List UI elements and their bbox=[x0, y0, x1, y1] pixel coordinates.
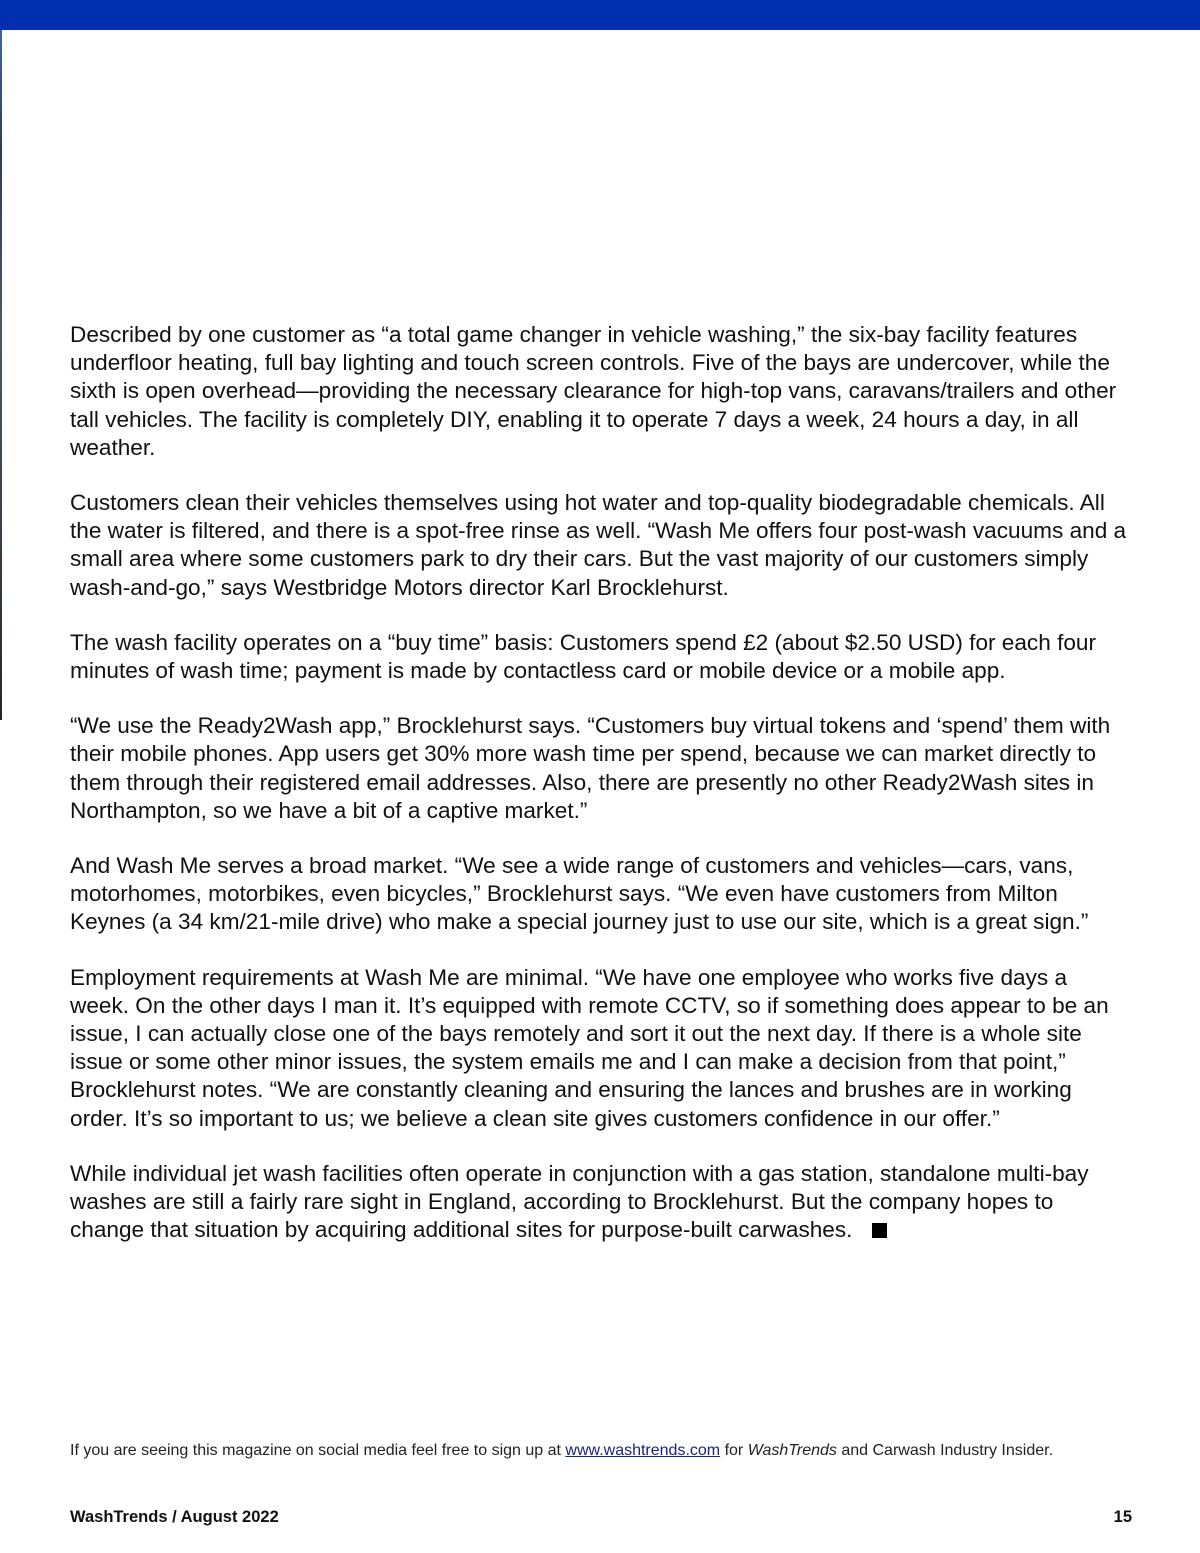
top-color-bar bbox=[0, 0, 1200, 30]
article-paragraph: Described by one customer as “a total game changer in vehicle washing,” the six-bay facility features underfloor heating, full bay lighting and touch screen controls. Five of the bays are undercover, while the sixth is open overhead—providing the necessary clearance for high-top vans, caravans/trailers and other tall vehicles. The facility is completely DIY, enabling it to operate 7 days a week, 24 hours a day, in all weather. bbox=[70, 322, 1117, 460]
article-paragraph: “We use the Ready2Wash app,” Brocklehurst says. “Customers buy virtual tokens and ‘spend’ them with their mobile phones. App users get 30% more wash time per spend, because we can market directly to them through their registered email addresses. Also, there are presently no other Ready2Wash sites in Northampton, so we have a bit of a captive market.” bbox=[70, 713, 1111, 823]
promo-text-middle: for bbox=[720, 1442, 748, 1459]
article-paragraph: The wash facility operates on a “buy time” basis: Customers spend £2 (about $2.50 USD) for each four minutes of wash time; payment is made by contactless card or mobile device or a mobile app. bbox=[70, 629, 1097, 684]
article-paragraph: Customers clean their vehicles themselves using hot water and top-quality biodegradable chemicals. All the water is filtered, and there is a spot-free rinse as well. “Wash Me offers four post-wash vacuums and a small area where some customers park to dry their cars. But the vast majority of our customers simply wash-and-go,” says Westbridge Motors director Karl Brocklehurst. bbox=[70, 490, 1127, 600]
promo-italic-title: WashTrends bbox=[747, 1442, 837, 1459]
washtrends-link[interactable]: www.washtrends.com bbox=[565, 1442, 721, 1459]
promo-text-before: If you are seeing this magazine on social media feel free to sign up at bbox=[70, 1442, 566, 1459]
article-paragraph: And Wash Me serves a broad market. “We see a wide range of customers and vehicles—cars, vans, motorhomes, motorbikes, even bicycles,” Brocklehurst says. “We even have customers from Milton Keynes (a 34 km/21-mile drive) who make a special journey just to use our site, which is a great sign.” bbox=[70, 853, 1089, 935]
article-paragraph: Employment requirements at Wash Me are minimal. “We have one employee who works five days a week. On the other days I man it. It’s equipped with remote CCTV, so if something does appear to be an issue, I can actually close one of the bays remotely and sort it out the next day. If there is a whole site issue or some other minor issues, the system emails me and I can make a decision from that point,” Brocklehurst notes. “We are constantly cleaning and ensuring the lances and brushes are in working order. It’s so important to us; we believe a clean site gives customers confidence in our offer.” bbox=[70, 964, 1109, 1131]
promo-text-after: and Carwash Industry Insider. bbox=[836, 1442, 1054, 1459]
footer-publication: WashTrends / August 2022 bbox=[70, 1508, 279, 1526]
article-last-paragraph bbox=[70, 1160, 1132, 1245]
article-body bbox=[70, 321, 1132, 1271]
end-of-article-square-icon bbox=[872, 1223, 887, 1238]
left-image-edge bbox=[0, 30, 2, 720]
article-paragraph-text: While individual jet wash facilities often operate in conjunction with a gas station, standalone multi-bay washes are still a fairly rare sight in England, according to Brocklehurst. But the company hopes to change that situation by acquiring additional sites for purpose-built carwashes. bbox=[70, 1160, 1089, 1243]
footer-page-number: 15 bbox=[1113, 1508, 1132, 1526]
signup-promo bbox=[70, 1440, 1070, 1461]
